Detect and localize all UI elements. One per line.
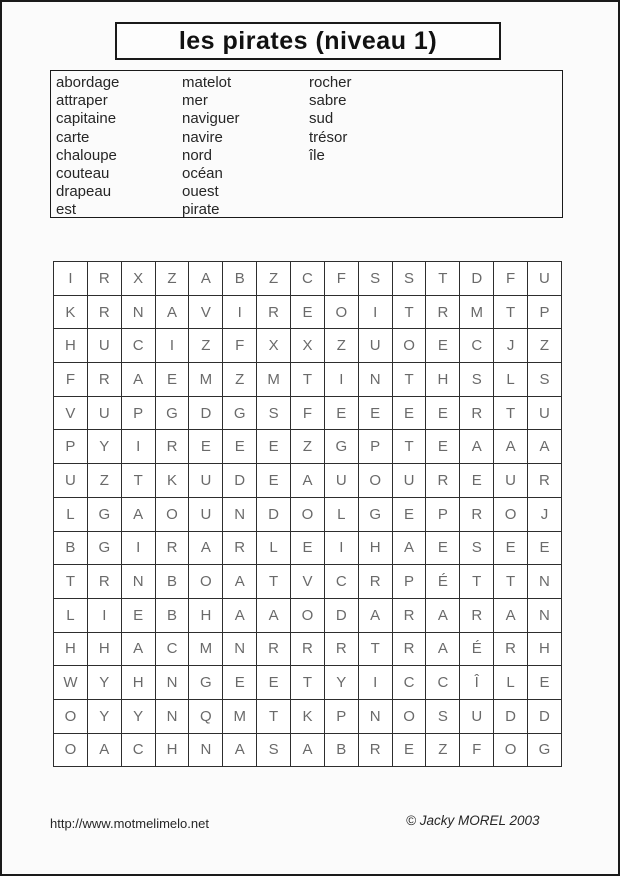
grid-cell: N (528, 565, 562, 599)
grid-cell: R (460, 397, 494, 431)
grid-cell: T (460, 565, 494, 599)
grid-cell: L (54, 599, 88, 633)
grid-cell: C (426, 666, 460, 700)
grid-cell: T (494, 296, 528, 330)
grid-cell: J (494, 329, 528, 363)
word-list-item: abordage (56, 74, 120, 91)
grid-cell: M (189, 363, 223, 397)
grid-cell: É (426, 565, 460, 599)
grid-cell: R (88, 262, 122, 296)
grid-cell: E (189, 430, 223, 464)
grid-cell: R (359, 565, 393, 599)
grid-cell: I (325, 363, 359, 397)
grid-cell: Y (325, 666, 359, 700)
grid-cell: D (223, 464, 257, 498)
grid-cell: S (359, 262, 393, 296)
grid-cell: O (325, 296, 359, 330)
grid-cell: C (325, 565, 359, 599)
grid-cell: F (291, 397, 325, 431)
grid-cell: U (88, 329, 122, 363)
grid-cell: R (257, 296, 291, 330)
word-list-item: couteau (56, 165, 110, 183)
grid-cell: A (189, 532, 223, 566)
grid-cell: H (528, 633, 562, 667)
grid-cell: I (156, 329, 190, 363)
grid-cell: E (426, 329, 460, 363)
grid-cell: T (291, 363, 325, 397)
grid-cell: A (494, 430, 528, 464)
grid-cell: E (528, 666, 562, 700)
grid-cell: T (359, 633, 393, 667)
grid-cell: Z (223, 363, 257, 397)
grid-cell: A (494, 599, 528, 633)
word-list-item: carte (56, 128, 90, 146)
grid-cell: V (54, 397, 88, 431)
grid-cell: C (460, 329, 494, 363)
grid-cell: E (223, 666, 257, 700)
grid-cell: R (460, 498, 494, 532)
grid-cell: H (189, 599, 223, 633)
grid-cell: G (528, 734, 562, 768)
grid-cell: N (122, 296, 156, 330)
grid-cell: P (528, 296, 562, 330)
grid-cell: A (122, 498, 156, 532)
grid-cell: O (393, 329, 427, 363)
grid-cell: I (54, 262, 88, 296)
word-list (50, 70, 563, 218)
grid-cell: N (223, 633, 257, 667)
grid-cell: N (156, 700, 190, 734)
grid-cell: G (359, 498, 393, 532)
grid-cell: D (460, 262, 494, 296)
grid-cell: T (393, 430, 427, 464)
word-list-item: mer (182, 92, 208, 110)
grid-cell: O (494, 734, 528, 768)
grid-cell: F (494, 262, 528, 296)
word-list-item: pirate (182, 201, 220, 219)
grid-cell: L (494, 363, 528, 397)
grid-cell: T (494, 565, 528, 599)
grid-cell: E (393, 734, 427, 768)
grid-cell: Z (257, 262, 291, 296)
grid-cell: M (460, 296, 494, 330)
grid-cell: R (291, 633, 325, 667)
grid-cell: Z (426, 734, 460, 768)
word-list-item: rocher (309, 74, 352, 91)
word-list-column-3 (309, 74, 352, 165)
grid-cell: V (291, 565, 325, 599)
grid-cell: N (189, 734, 223, 768)
grid-cell: G (156, 397, 190, 431)
grid-cell: R (88, 363, 122, 397)
grid-cell: E (460, 464, 494, 498)
grid-cell: P (325, 700, 359, 734)
word-list-item: sud (309, 110, 334, 128)
grid-cell: E (257, 430, 291, 464)
grid-cell: S (257, 734, 291, 768)
grid-cell: Z (156, 262, 190, 296)
grid-cell: V (189, 296, 223, 330)
grid-cell: O (494, 498, 528, 532)
grid-cell: I (359, 666, 393, 700)
grid-cell: P (54, 430, 88, 464)
grid-cell: A (291, 734, 325, 768)
grid-cell: E (393, 498, 427, 532)
grid-cell: U (88, 397, 122, 431)
grid-cell: I (325, 532, 359, 566)
grid-cell: H (122, 666, 156, 700)
grid-cell: E (494, 532, 528, 566)
grid-cell: S (460, 363, 494, 397)
word-list-item: navire (182, 128, 223, 146)
grid-cell: P (359, 430, 393, 464)
grid-cell: E (291, 296, 325, 330)
grid-cell: T (494, 397, 528, 431)
grid-cell: L (257, 532, 291, 566)
grid-cell: R (494, 633, 528, 667)
grid-cell: C (393, 666, 427, 700)
grid-cell: S (426, 700, 460, 734)
word-list-item: capitaine (56, 110, 117, 128)
grid-cell: A (460, 430, 494, 464)
grid-cell: A (122, 363, 156, 397)
grid-cell: S (257, 397, 291, 431)
grid-cell: A (223, 599, 257, 633)
grid-cell: D (325, 599, 359, 633)
grid-cell: E (426, 430, 460, 464)
grid-cell: Z (291, 430, 325, 464)
grid-cell: R (88, 565, 122, 599)
grid-cell: T (426, 262, 460, 296)
grid-cell: K (54, 296, 88, 330)
grid-cell: U (460, 700, 494, 734)
grid-cell: A (189, 262, 223, 296)
grid-cell: A (223, 734, 257, 768)
grid-cell: D (528, 700, 562, 734)
grid-cell: I (359, 296, 393, 330)
grid-cell: N (528, 599, 562, 633)
grid-cell: G (189, 666, 223, 700)
letter-grid (53, 261, 562, 767)
grid-cell: T (291, 666, 325, 700)
grid-cell: U (325, 464, 359, 498)
grid-cell: R (393, 633, 427, 667)
grid-cell: U (393, 464, 427, 498)
grid-cell: M (189, 633, 223, 667)
grid-cell: R (88, 296, 122, 330)
grid-cell: H (54, 633, 88, 667)
grid-cell: H (426, 363, 460, 397)
grid-cell: G (223, 397, 257, 431)
grid-cell: W (54, 666, 88, 700)
grid-cell: A (359, 599, 393, 633)
grid-cell: L (325, 498, 359, 532)
word-list-item: naviguer (182, 110, 240, 128)
word-list-item: ouest (182, 183, 219, 201)
word-list-item: océan (182, 165, 223, 183)
grid-cell: I (88, 599, 122, 633)
grid-cell: X (257, 329, 291, 363)
grid-cell: R (257, 633, 291, 667)
grid-cell: B (54, 532, 88, 566)
grid-cell: B (156, 565, 190, 599)
grid-cell: X (122, 262, 156, 296)
grid-cell: E (291, 532, 325, 566)
grid-cell: Z (325, 329, 359, 363)
grid-cell: O (291, 498, 325, 532)
title-box (115, 22, 501, 60)
grid-cell: Y (88, 666, 122, 700)
grid-cell: Y (122, 700, 156, 734)
grid-cell: R (426, 464, 460, 498)
word-list-item: trésor (309, 128, 348, 146)
word-list-item: chaloupe (56, 146, 117, 164)
grid-cell: E (122, 599, 156, 633)
grid-cell: H (359, 532, 393, 566)
grid-cell: N (223, 498, 257, 532)
grid-cell: D (189, 397, 223, 431)
grid-cell: A (393, 532, 427, 566)
grid-cell: M (223, 700, 257, 734)
grid-cell: N (122, 565, 156, 599)
grid-cell: A (223, 565, 257, 599)
grid-cell: Y (88, 700, 122, 734)
footer-url: http://www.motmelimelo.net (50, 816, 209, 831)
grid-cell: E (393, 397, 427, 431)
grid-cell: E (257, 464, 291, 498)
grid-cell: N (359, 363, 393, 397)
footer-copyright: © Jacky MOREL 2003 (406, 813, 540, 828)
grid-cell: A (156, 296, 190, 330)
grid-cell: I (122, 430, 156, 464)
grid-cell: F (325, 262, 359, 296)
grid-cell: E (156, 363, 190, 397)
grid-cell: T (122, 464, 156, 498)
grid-cell: H (54, 329, 88, 363)
grid-cell: G (88, 498, 122, 532)
grid-cell: K (156, 464, 190, 498)
grid-cell: U (54, 464, 88, 498)
grid-cell: Q (189, 700, 223, 734)
grid-cell: G (325, 430, 359, 464)
grid-cell: B (325, 734, 359, 768)
grid-cell: R (359, 734, 393, 768)
word-list-item: sabre (309, 92, 347, 110)
grid-cell: C (122, 329, 156, 363)
grid-cell: A (291, 464, 325, 498)
word-list-column-2 (182, 74, 240, 220)
grid-cell: A (426, 633, 460, 667)
grid-cell: H (156, 734, 190, 768)
word-list-item: attraper (56, 92, 108, 110)
grid-cell: M (257, 363, 291, 397)
grid-cell: E (528, 532, 562, 566)
word-list-column-1 (56, 74, 119, 220)
grid-cell: T (257, 565, 291, 599)
grid-cell: Z (189, 329, 223, 363)
grid-cell: O (359, 464, 393, 498)
grid-cell: T (393, 363, 427, 397)
grid-cell: R (426, 296, 460, 330)
grid-cell: E (325, 397, 359, 431)
grid-cell: O (156, 498, 190, 532)
grid-cell: U (189, 464, 223, 498)
grid-cell: D (257, 498, 291, 532)
grid-cell: U (359, 329, 393, 363)
word-list-item: matelot (182, 74, 232, 91)
grid-cell: S (460, 532, 494, 566)
word-list-item: drapeau (56, 183, 112, 201)
grid-cell: B (156, 599, 190, 633)
grid-cell: D (494, 700, 528, 734)
grid-cell: Z (528, 329, 562, 363)
grid-cell: L (494, 666, 528, 700)
grid-cell: O (291, 599, 325, 633)
grid-cell: O (54, 700, 88, 734)
grid-cell: L (54, 498, 88, 532)
grid-cell: T (257, 700, 291, 734)
grid-cell: R (460, 599, 494, 633)
grid-cell: R (528, 464, 562, 498)
grid-cell: T (54, 565, 88, 599)
grid-cell: A (257, 599, 291, 633)
grid-cell: N (156, 666, 190, 700)
grid-cell: C (156, 633, 190, 667)
grid-cell: B (223, 262, 257, 296)
grid-cell: F (460, 734, 494, 768)
grid-cell: P (122, 397, 156, 431)
grid-cell: E (426, 397, 460, 431)
grid-cell: J (528, 498, 562, 532)
grid-cell: H (88, 633, 122, 667)
grid-cell: O (54, 734, 88, 768)
grid-cell: N (359, 700, 393, 734)
grid-cell: É (460, 633, 494, 667)
grid-cell: S (393, 262, 427, 296)
grid-cell: A (122, 633, 156, 667)
grid-cell: A (88, 734, 122, 768)
grid-cell: P (393, 565, 427, 599)
grid-cell: U (189, 498, 223, 532)
page-title: les pirates (niveau 1) (178, 26, 438, 55)
word-list-item: île (309, 146, 325, 164)
grid-cell: S (528, 363, 562, 397)
grid-cell: R (156, 532, 190, 566)
grid-cell: Z (88, 464, 122, 498)
grid-cell: E (223, 430, 257, 464)
grid-cell: R (223, 532, 257, 566)
grid-cell: U (528, 397, 562, 431)
grid-cell: U (528, 262, 562, 296)
grid-cell: A (528, 430, 562, 464)
grid-cell: Î (460, 666, 494, 700)
grid-cell: I (122, 532, 156, 566)
word-list-item: nord (182, 146, 213, 164)
grid-cell: G (88, 532, 122, 566)
grid-cell: P (426, 498, 460, 532)
word-list-item: est (56, 201, 77, 219)
grid-cell: C (291, 262, 325, 296)
grid-cell: E (359, 397, 393, 431)
grid-cell: O (189, 565, 223, 599)
grid-cell: Y (88, 430, 122, 464)
grid-cell: R (393, 599, 427, 633)
grid-cell: E (426, 532, 460, 566)
grid-cell: X (291, 329, 325, 363)
grid-cell: K (291, 700, 325, 734)
grid-cell: R (325, 633, 359, 667)
grid-cell: E (257, 666, 291, 700)
grid-cell: T (393, 296, 427, 330)
grid-cell: I (223, 296, 257, 330)
grid-cell: U (494, 464, 528, 498)
grid-cell: F (54, 363, 88, 397)
grid-cell: F (223, 329, 257, 363)
grid-cell: C (122, 734, 156, 768)
grid-cell: O (393, 700, 427, 734)
grid-cell: A (426, 599, 460, 633)
grid-cell: R (156, 430, 190, 464)
